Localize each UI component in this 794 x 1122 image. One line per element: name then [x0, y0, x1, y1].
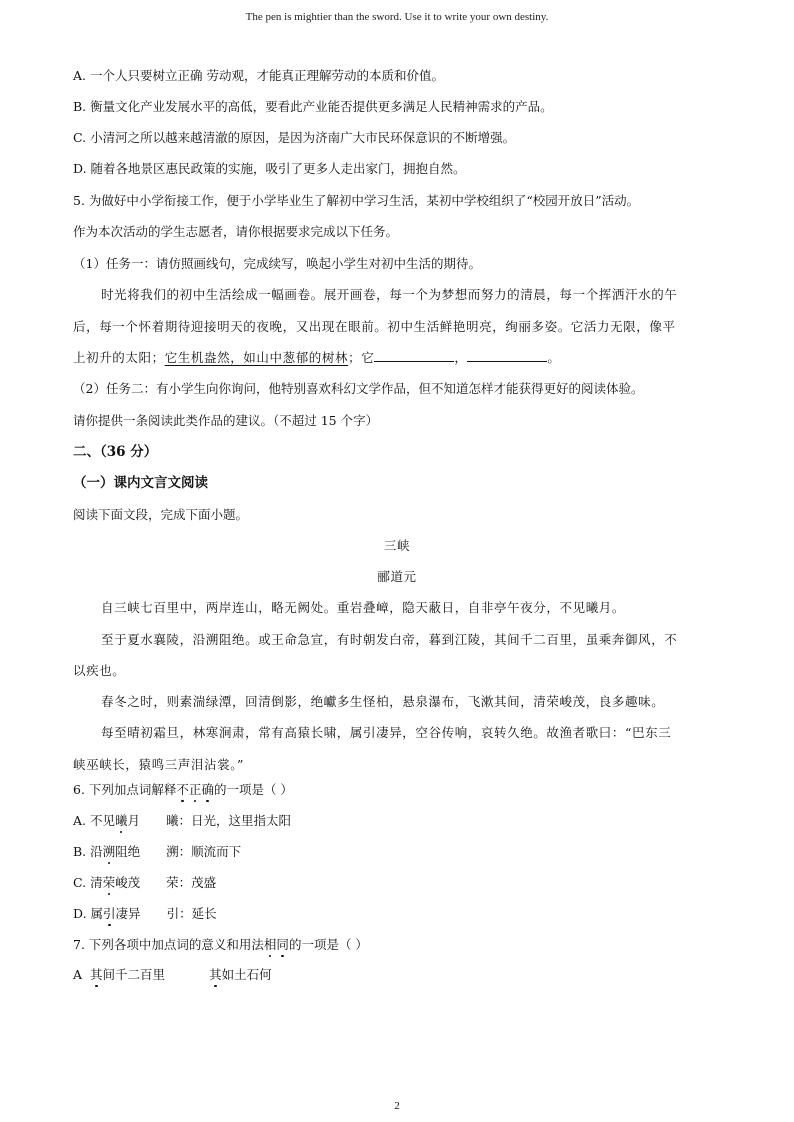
- option-text: 间千二百里: [102, 967, 166, 982]
- q7-stem-text: 的一项是（ ）: [288, 937, 368, 952]
- dotted-word: 荣: [102, 875, 116, 890]
- option-text: 峻茂: [115, 875, 141, 890]
- option-definition: 引：延长: [166, 906, 217, 921]
- q6-option-c: [73, 874, 216, 892]
- q5-passage-line2: 后，每一个怀着期待迎接明天的夜晚，又出现在眼前。初中生活鲜艳明亮，绚丽多姿。它活力无限，像平: [73, 319, 676, 334]
- option-definition: 荣：茂盛: [166, 875, 217, 890]
- q6-stem-text: 的一项是（ ）: [213, 782, 293, 797]
- q7-emphasis: [264, 937, 289, 952]
- dotted-word: 溯: [102, 844, 116, 859]
- passage-paragraph-2-line2: 以疾也。: [73, 663, 126, 678]
- q6-option-a: [73, 812, 291, 830]
- q5-task2-line2: 请你提供一条阅读此类作品的建议。（不超过 15 个字）: [73, 413, 379, 428]
- passage-paragraph-4-line1: 每至晴初霜旦，林寒涧肃，常有高猿长啸，属引凄异，空谷传响，哀转久绝。故渔者歌曰：“巴东三: [101, 725, 672, 740]
- passage-paragraph-4-line2: 峡巫峡长，猿鸣三声泪沾裳。”: [73, 757, 245, 772]
- q6-stem-text: 6. 下列加点词解释: [73, 782, 177, 797]
- answer-blank-2[interactable]: [467, 349, 547, 362]
- option-label: A: [73, 967, 83, 982]
- passage-paragraph-2-line1: 至于夏水襄陵，沿溯阻绝。或王命急宣，有时朝发白帝，暮到江陵，其间千二百里，虽乘奔御风，不: [101, 632, 678, 647]
- q4-option-c: C. 小清河之所以越来越清澈的原因，是因为济南广大市民环保意识的不断增强。: [73, 130, 516, 145]
- reading-instruction: 阅读下面文段，完成下面小题。: [73, 507, 249, 522]
- section-title: 二、（36 分）: [73, 444, 158, 460]
- passage-text: 上初升的太阳；: [73, 350, 165, 365]
- dotted-word: 其: [90, 967, 103, 982]
- page-number: 2: [394, 1100, 400, 1112]
- option-text: A. 不见: [73, 813, 115, 828]
- passage-text: ，: [454, 350, 468, 365]
- answer-blank-1[interactable]: [374, 349, 454, 362]
- q4-option-b: B. 衡量文化产业发展水平的高低，要看此产业能否提供更多满足人民精神需求的产品。: [73, 99, 553, 114]
- page-header: The pen is mightier than the sword. Use it to write your own destiny.: [245, 11, 549, 23]
- q5-task1: （1）任务一：请仿照画线句，完成续写，唤起小学生对初中生活的期待。: [73, 256, 481, 271]
- option-text: 阻绝: [115, 844, 141, 859]
- option-text: D. 属: [73, 906, 104, 921]
- passage-text: 。: [547, 350, 561, 365]
- emphasis-char: 相: [263, 937, 277, 952]
- emphasis-char: 正: [188, 782, 202, 797]
- emphasis-char: 确: [201, 782, 214, 797]
- option-text: 如土石何: [221, 967, 272, 982]
- q7-option-a: [73, 966, 272, 984]
- option-text: 凄异: [115, 906, 141, 921]
- dotted-word: 曦: [114, 813, 128, 828]
- q6-emphasis: [176, 782, 214, 797]
- option-text: C. 清: [73, 875, 103, 890]
- passage-paragraph-1: 自三峡七百里中，两岸连山，略无阙处。重岩叠嶂，隐天蔽日，自非亭午夜分，不见曦月。: [101, 600, 626, 615]
- q5-stem-line2: 作为本次活动的学生志愿者，请你根据要求完成以下任务。: [73, 224, 399, 239]
- q5-stem-line1: 5. 为做好中小学衔接工作，便于小学毕业生了解初中学习生活，某初中学校组织了“校园开放日”活动。: [73, 193, 640, 208]
- option-definition: 溯：顺流而下: [166, 844, 242, 859]
- q6-option-b: [73, 843, 241, 861]
- q7-stem-text: 7. 下列各项中加点词的意义和用法: [73, 937, 264, 952]
- q6-option-d: [73, 905, 217, 923]
- dotted-word: 其: [209, 967, 222, 982]
- option-text: 月: [127, 813, 141, 828]
- emphasis-char: 同: [276, 937, 289, 952]
- q4-option-d: D. 随着各地景区惠民政策的实施，吸引了更多人走出家门，拥抱自然。: [73, 161, 466, 176]
- q6-stem: [73, 781, 293, 799]
- q5-passage-line3: [73, 349, 561, 367]
- q4-option-a: A. 一个人只要树立正确 劳动观，才能真正理解劳动的本质和价值。: [73, 68, 444, 83]
- option-definition: 曦：日光，这里指太阳: [166, 813, 292, 828]
- passage-author: 郦道元: [377, 569, 417, 584]
- passage-text: ；它: [348, 350, 375, 365]
- passage-title: 三峡: [383, 538, 411, 553]
- q5-task2-line1: （2）任务二：有小学生向你询问，他特别喜欢科幻文学作品，但不知道怎样才能获得更好的阅读体验。: [73, 381, 644, 396]
- passage-paragraph-3: 春冬之时，则素湍绿潭，回清倒影，绝巘多生怪柏，悬泉瀑布，飞漱其间，清荣峻茂，良多趣味。: [101, 694, 665, 709]
- q7-stem: [73, 936, 368, 954]
- option-text: B. 沿: [73, 844, 103, 859]
- underlined-model-sentence: 它生机盎然，如山中葱郁的树林: [164, 350, 349, 365]
- dotted-word: 引: [103, 906, 116, 921]
- q5-passage-line1: 时光将我们的初中生活绘成一幅画卷。展开画卷，每一个为梦想而努力的清晨，每一个挥洒汗水的午: [101, 287, 678, 302]
- emphasis-char: 不: [176, 782, 189, 797]
- subsection-title: （一）课内文言文阅读: [73, 475, 208, 491]
